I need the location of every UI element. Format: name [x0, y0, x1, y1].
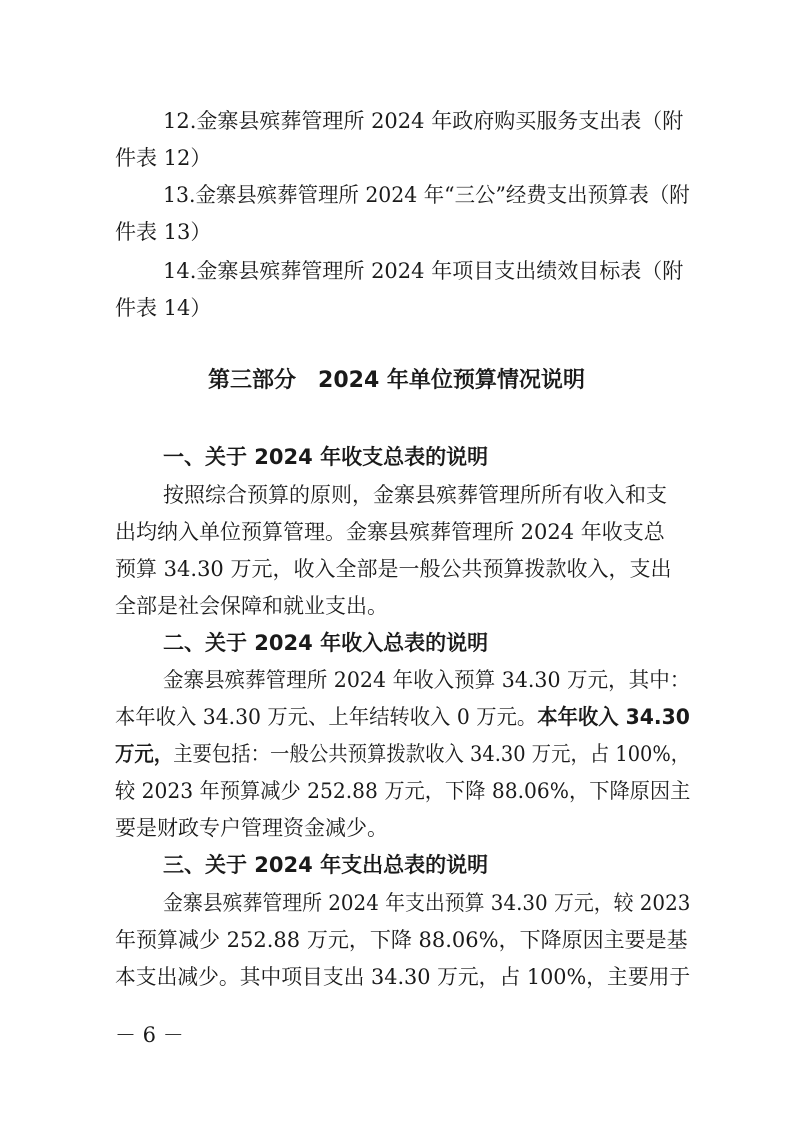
section-2-bold-phrase: 本年收入 34.30 — [537, 705, 690, 729]
page-number: － 6 － — [115, 1023, 184, 1047]
section-2-line3-text: 主要包括：一般公共预算拨款收入 34.30 万元，占 100%， — [173, 742, 691, 766]
section-2-line2 — [115, 702, 690, 732]
section-2-bold-unit: 万元， — [115, 742, 174, 766]
attachment-item-13-line1: 13.金寨县殡葬管理所 2024 年“三公”经费支出预算表（附 — [163, 183, 690, 207]
attachment-item-14-line1: 14.金寨县殡葬管理所 2024 年项目支出绩效目标表（附 — [163, 259, 684, 283]
section-3-line2: 年预算减少 252.88 万元，下降 88.06%，下降原因主要是基 — [115, 928, 688, 952]
attachment-item-13-line2: 件表 13） — [115, 220, 212, 244]
section-3-line3: 本支出减少。其中项目支出 34.30 万元，占 100%，主要用于 — [115, 965, 691, 989]
section-2-line1: 金寨县殡葬管理所 2024 年收入预算 34.30 万元，其中： — [163, 668, 691, 692]
section-2-title: 二、关于 2024 年收入总表的说明 — [163, 631, 489, 655]
section-3-line1: 金寨县殡葬管理所 2024 年支出预算 34.30 万元，较 2023 — [163, 891, 691, 915]
section-3-title: 三、关于 2024 年支出总表的说明 — [163, 853, 489, 877]
section-1-line4: 全部是社会保障和就业支出。 — [115, 594, 388, 618]
section-1-line3: 预算 34.30 万元，收入全部是一般公共预算拨款收入，支出 — [115, 557, 672, 581]
section-2-line2-text: 本年收入 34.30 万元、上年结转收入 0 万元。 — [115, 705, 538, 729]
section-1-title: 一、关于 2024 年收支总表的说明 — [163, 445, 489, 469]
section-2-line5: 要是财政专户管理资金减少。 — [115, 816, 388, 840]
attachment-item-14-line2: 件表 14） — [115, 296, 212, 320]
section-2-line4: 较 2023 年预算减少 252.88 万元，下降 88.06%，下降原因主 — [115, 779, 691, 803]
section-2-line3 — [115, 739, 690, 769]
part-heading: 第三部分 2024 年单位预算情况说明 — [208, 368, 585, 393]
attachment-item-12-line1: 12.金寨县殡葬管理所 2024 年政府购买服务支出表（附 — [163, 109, 684, 133]
section-1-line2: 出均纳入单位预算管理。金寨县殡葬管理所 2024 年收支总 — [115, 520, 665, 544]
attachment-item-12-line2: 件表 12） — [115, 146, 212, 170]
section-1-line1: 按照综合预算的原则，金寨县殡葬管理所所有收入和支 — [163, 483, 667, 507]
